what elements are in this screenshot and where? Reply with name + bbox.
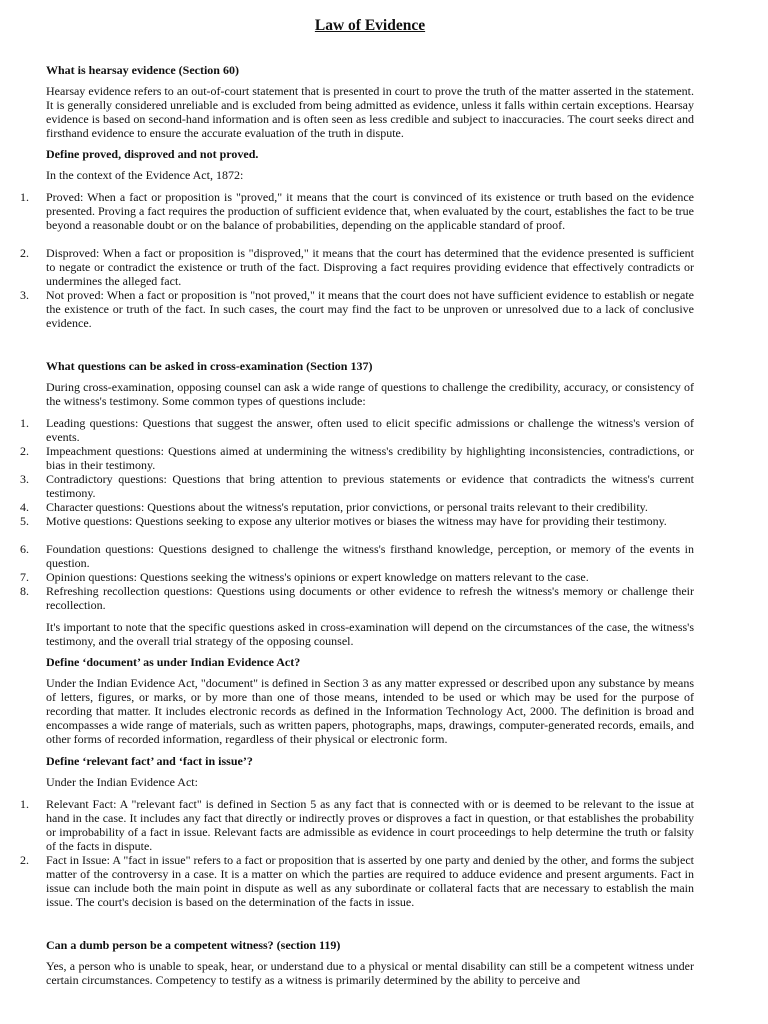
section-heading-cross-examination: What questions can be asked in cross-examination (Section 137) (46, 359, 373, 373)
list-item-motive-questions: Motive questions: Questions seeking to expose any ulterior motives or biases the witness may have for providing their testimony. (46, 514, 667, 528)
list-number: 3. (20, 288, 29, 302)
list-number: 1. (20, 416, 29, 430)
paragraph-relevant-fact-intro: Under the Indian Evidence Act: (46, 775, 198, 789)
list-item-refreshing-recollection: Refreshing recollection questions: Questions using documents or other evidence to refresh the witness's memory or challenge their recollection. (46, 584, 694, 612)
document-title: Law of Evidence (314, 17, 426, 34)
list-item-foundation-questions: Foundation questions: Questions designed to challenge the witness's firsthand knowledge, perception, or memory of the events in question. (46, 542, 694, 570)
list-number: 2. (20, 246, 29, 260)
list-number: 1. (20, 797, 29, 811)
list-item-character-questions: Character questions: Questions about the witness's reputation, prior convictions, or personal traits relevant to their credibility. (46, 500, 648, 514)
list-number: 2. (20, 853, 29, 867)
section-heading-hearsay: What is hearsay evidence (Section 60) (46, 63, 239, 77)
paragraph-hearsay: Hearsay evidence refers to an out-of-court statement that is presented in court to prove the truth of the matter asserted in the statement. It is generally considered unreliable and is excluded from being admitted as evidence, unless it falls within certain exceptions. Hearsay evidence is based on second-hand information and is often seen as less credible and subject to inaccuracies. The court seeks direct and firsthand evidence to ensure the accurate evaluation of the truth in dispute. (46, 84, 694, 140)
list-item-opinion-questions: Opinion questions: Questions seeking the witness's opinions or expert knowledge on matters relevant to the case. (46, 570, 589, 584)
paragraph-cross-examination-note: It's important to note that the specific questions asked in cross-examination will depend on the circumstances of the case, the witness's testimony, and the overall trial strategy of the opposing counsel. (46, 620, 694, 648)
list-item-not-proved: Not proved: When a fact or proposition is "not proved," it means that the court does not have sufficient evidence to establish or negate the existence or truth of the fact. In such cases, the court may find the fact to be unproven or unresolved due to a lack of conclusive evidence. (46, 288, 694, 330)
list-number: 7. (20, 570, 29, 584)
section-heading-document: Define ‘document’ as under Indian Evidence Act? (46, 655, 301, 669)
list-number: 5. (20, 514, 29, 528)
list-number: 2. (20, 444, 29, 458)
paragraph-proved-intro: In the context of the Evidence Act, 1872: (46, 168, 244, 182)
list-number: 3. (20, 472, 29, 486)
list-item-relevant-fact: Relevant Fact: A "relevant fact" is defined in Section 5 as any fact that is connected with or is deemed to be relevant to the issue at hand in the case. It includes any fact that directly or indirectly proves or disproves a fact in question, or that establishes the probability or improbability of a fact in issue. Relevant facts are admissible as evidence in court proceedings to help determine the truth or falsity of the facts in dispute. (46, 797, 694, 853)
section-heading-proved: Define proved, disproved and not proved. (46, 147, 259, 161)
list-item-impeachment-questions: Impeachment questions: Questions aimed at undermining the witness's credibility by highlighting inconsistencies, contradictions, or bias in their testimony. (46, 444, 694, 472)
list-item-contradictory-questions: Contradictory questions: Questions that bring attention to previous statements or evidence that contradicts the witness's current testimony. (46, 472, 694, 500)
list-number: 1. (20, 190, 29, 204)
list-number: 8. (20, 584, 29, 598)
list-number: 6. (20, 542, 29, 556)
section-heading-dumb-witness: Can a dumb person be a competent witness? (section 119) (46, 938, 341, 952)
list-number: 4. (20, 500, 29, 514)
list-item-leading-questions: Leading questions: Questions that suggest the answer, often used to elicit specific admissions or challenge the witness's version of events. (46, 416, 694, 444)
list-item-fact-in-issue: Fact in Issue: A "fact in issue" refers to a fact or proposition that is asserted by one party and denied by the other, and forms the subject matter of the controversy in a case. It is a matter on which the parties are required to adduce evidence and present arguments. Fact in issue can include both the main point in dispute as well as any subordinate or collateral facts that are necessary to establish the main issue. The court's decision is based on the determination of the facts in issue. (46, 853, 694, 909)
paragraph-dumb-witness: Yes, a person who is unable to speak, hear, or understand due to a physical or mental disability can still be a competent witness under certain circumstances. Competency to testify as a witness is primarily determined by the ability to perceive and (46, 959, 694, 987)
list-item-proved: Proved: When a fact or proposition is "proved," it means that the court is convinced of its existence or truth based on the evidence presented. Proving a fact requires the production of sufficient evidence that, when evaluated by the court, establishes the fact to be true beyond a reasonable doubt or on the balance of probabilities, depending on the applicable standard of proof. (46, 190, 694, 232)
section-heading-relevant-fact: Define ‘relevant fact’ and ‘fact in issue’? (46, 754, 253, 768)
paragraph-document-definition: Under the Indian Evidence Act, "document" is defined in Section 3 as any matter expressed or described upon any substance by means of letters, figures, or marks, or by more than one of those means, intended to be used or which may be used for the purpose of recording that matter. It includes electronic records as defined in the Information Technology Act, 2000. The definition is broad and encompasses a wide range of materials, such as written papers, photographs, maps, drawings, computer-generated records, emails, and other forms of recorded information, regardless of their physical or electronic form. (46, 676, 694, 746)
list-item-disproved: Disproved: When a fact or proposition is "disproved," it means that the court has determined that the evidence presented is sufficient to negate or contradict the existence or truth of the fact. Disproving a fact requires providing evidence that effectively contradicts or undermines the alleged fact. (46, 246, 694, 288)
paragraph-cross-examination-intro: During cross-examination, opposing counsel can ask a wide range of questions to challenge the credibility, accuracy, or consistency of the witness's testimony. Some common types of questions include: (46, 380, 694, 408)
